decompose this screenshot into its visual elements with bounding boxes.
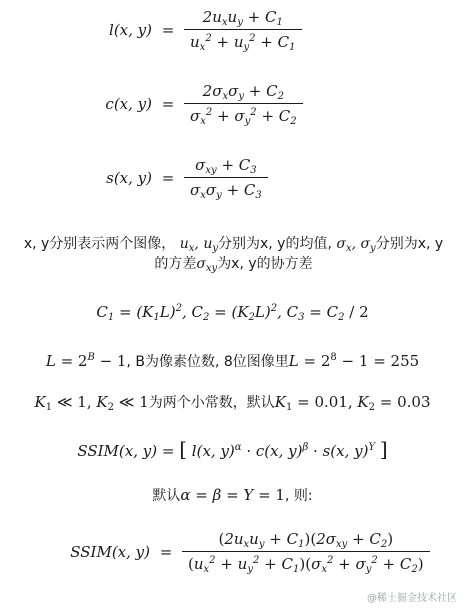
equals-sign: = [161,20,175,39]
luminance-fraction: $\frac{2u_xu_y + C_1}{u_x^2 + u_y^2 + C_1}$ [184,8,302,51]
luminance-formula [40,8,302,51]
luminance-lhs: l(x, y) [109,20,152,39]
ssim-final-formula [0,530,430,573]
then-label: , 则: [284,488,313,504]
desc-part: 为x, y的协方差 [217,256,313,272]
K-explanation: 为两个小常数，默认 [148,395,275,411]
ssim-general-formula: SSIM(x, y) = [ l(x, y)$^\alpha$ · c(x, y)$^\beta$ · s(x, y)$^\Upsilon$ ] [77,437,388,461]
desc-part: x, y分别表示两个图像， [23,236,176,252]
contrast-formula [40,82,303,125]
ssim-lhs: SSIM(x, y) [70,542,150,561]
contrast-fraction: $\frac{2\sigma_x\sigma_y + C_2}{\sigma_x^2 + \sigma_y^2 + C_2}$ [184,82,303,125]
L-explanation: , B为像素位数, 8位图像里 [126,354,289,370]
desc-part: 的方差 [154,256,197,272]
structure-fraction: $\frac{\sigma_{xy} + C_3}{\sigma_x\sigma_y + C_3}$ [184,156,268,199]
default-exponents: 默认α = β = Υ = 1, 则: [152,486,313,504]
contrast-lhs: c(x, y) [105,94,152,113]
default-label: 默认 [152,488,181,504]
watermark: @稀土掘金技术社区 [367,593,457,604]
equals-sign: = [161,168,175,187]
equals-sign: = [161,94,175,113]
structure-formula [40,156,268,199]
equals-sign: = [159,542,173,561]
variable-description: x, y分别表示两个图像， $u_x$, $u_y$分别为x, y的均值, $\sigma_x$, $\sigma_y$分别为x, y 的方差$\sigma_{xy}$为x, y的协方差 [23,236,444,274]
structure-lhs: s(x, y) [106,168,152,187]
dynamic-range-formula: $L = 2^B - 1$, B为像素位数, 8位图像里$L = 2^8 - 1 = 255$ [45,352,420,370]
ssim-fraction: $\frac{(2u_xu_y + C_1)(2\sigma_{xy} + C_2)}{(u_x^2 + u_y^2 + C_1)(\sigma_x^2 + \sigma_y^2 + C_2)}$ [182,530,430,573]
desc-part: 分别为x, y的均值, [218,236,332,252]
desc-part: 分别为x, y [375,236,444,252]
constants-formula: $C_1 = (K_1L)^2$, $C_2 = (K_2L)^2$, $C_3 = C_2 / 2$ [96,303,369,323]
k-constants-formula: $K_1$ ≪ 1, $K_2$ ≪ 1为两个小常数，默认$K_1 = 0.01$, $K_2 = 0.03$ [34,393,431,413]
